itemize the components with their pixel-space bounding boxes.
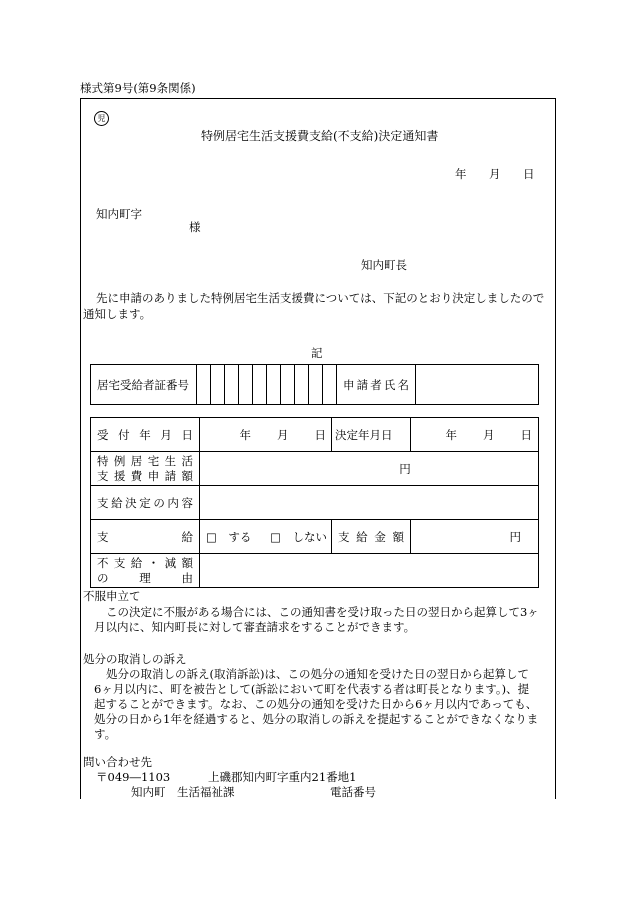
- child-stamp-icon: 児: [94, 111, 109, 126]
- lawsuit-line-4: 処分の日から1年を経過すると、処分の取消しの訴えを提起することができなくなりま: [94, 712, 539, 726]
- contact-address: 上磯郡知内町字重内21番地1: [208, 770, 357, 784]
- contact-postal: 〒049―1103: [96, 770, 171, 784]
- request-amount-label-1: 特例居宅生活: [97, 453, 193, 468]
- appeal-line-1: この決定に不服がある場合には、この通知書を受け取った日の翌日から起算して3ヶ: [106, 605, 539, 619]
- payment-label-b: 給: [181, 529, 193, 544]
- decision-table: [90, 417, 539, 588]
- payment-amount-label-cell: [332, 520, 411, 554]
- applicant-name-field[interactable]: [416, 365, 539, 405]
- lawsuit-line-5: す。: [94, 727, 117, 741]
- cert-digit-box[interactable]: [267, 365, 281, 405]
- cert-digit-box[interactable]: [309, 365, 323, 405]
- reason-label-2c: 由: [181, 570, 193, 585]
- receipt-date-field[interactable]: [200, 418, 332, 452]
- request-amount-field[interactable]: [200, 452, 539, 486]
- cert-digit-box[interactable]: [323, 365, 337, 405]
- cert-digit-box[interactable]: [225, 365, 239, 405]
- cert-digit-box[interactable]: [295, 365, 309, 405]
- payment-yes-checkbox[interactable]: □ する: [206, 529, 252, 544]
- contact-heading: 問い合わせ先: [83, 755, 152, 769]
- decision-year: 年: [445, 427, 457, 442]
- receipt-year: 年: [239, 427, 251, 442]
- payment-amount-label: 支給金額: [338, 529, 404, 544]
- certificate-table: [90, 364, 539, 405]
- recipient-address: 知内町字: [96, 207, 142, 221]
- intro-line-1: 先に申請のありました特例居宅生活支援費については、下記のとおり決定しましたので: [96, 291, 545, 305]
- request-amount-label-2: 支援費申請額: [97, 468, 193, 483]
- payment-amount-unit: 円: [509, 529, 521, 544]
- reason-label-2b: 理: [139, 570, 151, 585]
- reason-field[interactable]: [200, 554, 539, 588]
- form-number: 様式第9号(第9条関係): [80, 81, 196, 95]
- cert-number-label: 居宅受給者証番号: [97, 377, 189, 392]
- document-title: 特例居宅生活支援費支給(不支給)決定通知書: [201, 129, 439, 143]
- contact-phone-label: 電話番号: [330, 785, 376, 799]
- payment-label-a: 支: [97, 529, 109, 544]
- issue-month: 月: [489, 167, 501, 181]
- receipt-date-label-cell: [91, 418, 200, 452]
- reason-label-cell: [91, 554, 200, 588]
- issue-year: 年: [455, 167, 467, 181]
- lawsuit-heading: 処分の取消しの訴え: [83, 652, 187, 666]
- lawsuit-line-1: 処分の取消しの訴え(取消訴訟)は、この処分の通知を受けた日の翌日から起算して: [106, 667, 529, 681]
- ki-label: 記: [311, 346, 323, 360]
- decision-content-field[interactable]: [200, 486, 539, 520]
- reason-label-1: 不支給・減額: [97, 555, 193, 570]
- payment-label-cell: [91, 520, 200, 554]
- decision-date-label-cell: [332, 418, 411, 452]
- lawsuit-line-3: 起することができます。なお、この処分の通知を受けた日から6ヶ月以内であっても、: [94, 697, 538, 711]
- receipt-day: 日: [314, 427, 326, 442]
- cert-digit-box[interactable]: [281, 365, 295, 405]
- appeal-line-2: 月以内に、知内町長に対して審査請求をすることができます。: [94, 620, 416, 634]
- decision-date-label: 決定年月日: [335, 427, 393, 442]
- applicant-name-label-cell: [337, 365, 416, 405]
- payment-amount-field[interactable]: [411, 520, 539, 554]
- applicant-name-label: 申請者氏名: [343, 377, 409, 392]
- cert-digit-box[interactable]: [239, 365, 253, 405]
- decision-month: 月: [483, 427, 495, 442]
- receipt-date-label: 受付年月日: [97, 427, 193, 442]
- cert-digit-box[interactable]: [197, 365, 211, 405]
- cert-digit-box[interactable]: [253, 365, 267, 405]
- issuer: 知内町長: [361, 258, 407, 272]
- payment-options: [200, 520, 332, 554]
- lawsuit-line-2: 6ヶ月以内に、町を被告として(訴訟において町を代表する者は町長となります。)、提: [94, 682, 530, 696]
- payment-no-checkbox[interactable]: □ しない: [270, 529, 327, 544]
- cert-number-label-cell: [91, 365, 197, 405]
- appeal-heading: 不服申立て: [83, 589, 141, 603]
- decision-day: 日: [520, 427, 532, 442]
- decision-content-label: 支給決定の内容: [97, 495, 193, 510]
- reason-label-2a: の: [97, 570, 109, 585]
- intro-line-2: 通知します。: [83, 307, 152, 321]
- decision-date-field[interactable]: [411, 418, 539, 452]
- recipient-honorific: 様: [189, 220, 201, 234]
- contact-office: 知内町 生活福祉課: [131, 785, 235, 799]
- receipt-month: 月: [277, 427, 289, 442]
- cert-digit-box[interactable]: [211, 365, 225, 405]
- decision-content-label-cell: [91, 486, 200, 520]
- request-amount-unit: 円: [399, 461, 411, 476]
- request-amount-label-cell: [91, 452, 200, 486]
- issue-day: 日: [523, 167, 535, 181]
